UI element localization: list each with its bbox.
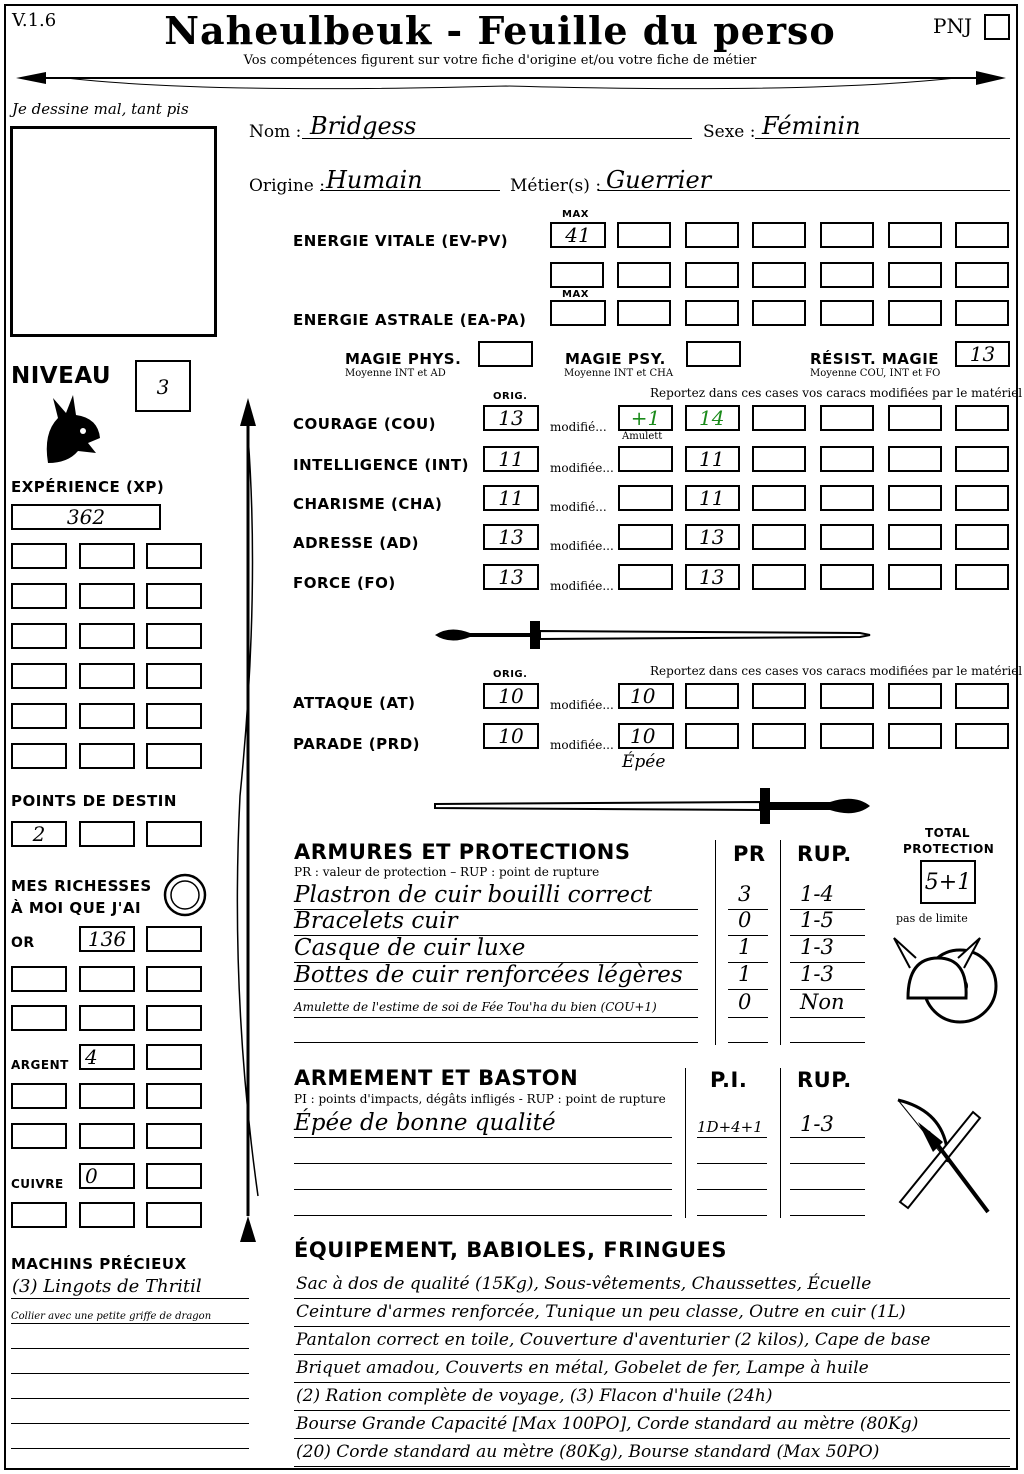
niveau-label: NIVEAU <box>11 363 112 389</box>
combat-note: Reportez dans ces cases vos caracs modifiées par le matériel <box>650 664 1023 678</box>
stat-mod-box-3[interactable] <box>618 485 673 511</box>
weapons-sep-2 <box>780 1068 781 1218</box>
combat-extra-box-2-4[interactable] <box>888 723 942 749</box>
ev-box-row2-4[interactable] <box>752 262 806 288</box>
weapon-rup-line-2 <box>790 1163 865 1164</box>
stat-mod-box-2[interactable] <box>618 446 673 472</box>
armor-rup-3[interactable]: 1-3 <box>800 935 834 959</box>
armor-rup-2[interactable]: 1-5 <box>800 908 834 932</box>
armor-item-3[interactable]: Casque de cuir luxe <box>294 935 526 961</box>
armor-rup-header: RUP. <box>797 842 852 866</box>
stat-mod-box-5[interactable] <box>618 564 673 590</box>
attaque-final-box[interactable]: 10 <box>618 683 674 709</box>
armor-pr-3[interactable]: 1 <box>738 935 752 959</box>
combat-extra-box-1-3[interactable] <box>820 683 874 709</box>
ea-box-3[interactable] <box>752 300 806 326</box>
stat-modif-label-1: modifié... <box>550 420 607 434</box>
ev-box-5[interactable] <box>888 222 942 248</box>
wealth-box-8-1[interactable] <box>11 1202 67 1228</box>
equipment-line-6 <box>294 1438 1010 1439</box>
precious-line-5 <box>11 1398 249 1399</box>
total-protection-box[interactable]: 5+1 <box>920 860 976 904</box>
precious-line-7 <box>11 1448 249 1449</box>
resist-magie-label: RÉSIST. MAGIE <box>810 350 940 368</box>
richesses-label-2: À MOI QUE J'AI <box>11 899 142 917</box>
crossed-weapons-icon <box>888 1092 998 1216</box>
combat-extra-box-2-3[interactable] <box>820 723 874 749</box>
stat-modif-label-4: modifiée... <box>550 539 614 553</box>
stat-mod-box-1[interactable]: +1 <box>618 405 673 431</box>
precious-line-6 <box>11 1423 249 1424</box>
argent-label: ARGENT <box>11 1058 69 1072</box>
parade-modif-label: modifiée... <box>550 738 614 752</box>
machins-precieux-label: MACHINS PRÉCIEUX <box>11 1255 187 1273</box>
xp-box-2-3[interactable] <box>146 583 202 609</box>
stat-modif-label-3: modifié... <box>550 500 607 514</box>
total-protection-label-1: TOTAL <box>925 826 971 840</box>
precious-line-2 <box>11 1323 249 1324</box>
armor-pr-header: PR <box>733 842 766 866</box>
stat-orig-box-2[interactable]: 11 <box>483 446 539 472</box>
ev-box-1[interactable] <box>617 222 671 248</box>
weapon-line-1 <box>294 1137 672 1138</box>
wealth-box-2-2[interactable] <box>79 966 135 992</box>
metier-line <box>598 190 1010 191</box>
equipment-line-1 <box>294 1298 1010 1299</box>
armor-sep-1 <box>715 840 716 1045</box>
equipment-line-4 <box>294 1382 1010 1383</box>
version-label: V.1.6 <box>12 10 57 31</box>
xp-box-4-2[interactable] <box>79 663 135 689</box>
ea-box-1[interactable] <box>617 300 671 326</box>
parade-final-box[interactable]: 10 <box>618 723 674 749</box>
parade-orig-box[interactable]: 10 <box>483 723 539 749</box>
armor-pr-line-6 <box>728 1042 768 1043</box>
stat-extra-box-4-4[interactable] <box>955 524 1009 550</box>
attaque-modif-label: modifiée... <box>550 698 614 712</box>
xp-box-4-1[interactable] <box>11 663 67 689</box>
destin-label: POINTS DE DESTIN <box>11 792 177 810</box>
sexe-value[interactable]: Féminin <box>762 112 861 140</box>
stat-extra-box-3-2[interactable] <box>820 485 874 511</box>
precious-line-1 <box>11 1298 249 1299</box>
equipement-title: ÉQUIPEMENT, BABIOLES, FRINGUES <box>294 1238 727 1262</box>
nom-line <box>302 138 692 139</box>
xp-box-4-3[interactable] <box>146 663 202 689</box>
combat-extra-box-2-2[interactable] <box>752 723 806 749</box>
helmet-shield-icon <box>888 928 1000 1036</box>
magie-psy-note: Moyenne INT et CHA <box>564 368 674 379</box>
wealth-box-6-3[interactable] <box>146 1123 202 1149</box>
destin-box-3[interactable] <box>146 821 202 847</box>
wealth-box-2-1[interactable] <box>11 966 67 992</box>
equipment-line-text-2[interactable]: Ceinture d'armes renforcée, Tunique un peu classe, Outre en cuir (1L) <box>296 1302 906 1322</box>
equipment-line-text-1[interactable]: Sac à dos de qualité (15Kg), Sous-vêtements, Chaussettes, Écuelle <box>296 1274 872 1294</box>
magie-phys-box[interactable] <box>478 341 533 367</box>
equipment-line-text-5[interactable]: (2) Ration complète de voyage, (3) Flacon d'huile (24h) <box>296 1386 773 1406</box>
stat-final-box-2[interactable]: 11 <box>685 446 740 472</box>
stat-extra-box-2-1[interactable] <box>752 446 806 472</box>
precious-line-3 <box>11 1348 249 1349</box>
ea-box-5[interactable] <box>888 300 942 326</box>
ev-box-6[interactable] <box>955 222 1009 248</box>
weapon-note: Épée <box>622 752 666 772</box>
equipment-line-text-6[interactable]: Bourse Grande Capacité [Max 100PO], Corde standard au mètre (80Kg) <box>296 1414 919 1434</box>
destin-box-1[interactable]: 2 <box>11 821 67 847</box>
sword-icon <box>430 613 875 657</box>
armor-line-5 <box>294 1017 698 1018</box>
dragon-icon <box>38 393 104 465</box>
wealth-box-1-1[interactable] <box>146 926 202 952</box>
equipment-line-2 <box>294 1326 1010 1327</box>
sexe-line <box>755 138 1010 139</box>
armor-pr-2[interactable]: 0 <box>738 908 752 932</box>
resist-magie-box[interactable]: 13 <box>955 341 1010 367</box>
stat-orig-box-1[interactable]: 13 <box>483 405 539 431</box>
ev-box-4[interactable] <box>820 222 874 248</box>
weapon-rup-line-3 <box>790 1189 865 1190</box>
weapon-pi-line-1 <box>697 1137 767 1138</box>
weapons-rup-header: RUP. <box>797 1068 852 1092</box>
xp-box-1-2[interactable] <box>79 543 135 569</box>
weapon-item-1[interactable]: Épée de bonne qualité <box>294 1110 556 1136</box>
armor-pr-1[interactable]: 3 <box>738 882 752 906</box>
armor-item-5[interactable]: Amulette de l'estime de soi de Fée Tou'ha du bien (COU+1) <box>294 1000 657 1014</box>
argent-box[interactable]: 4 <box>79 1044 135 1070</box>
wealth-box-4-1[interactable] <box>146 1044 202 1070</box>
stat-extra-box-4-3[interactable] <box>888 524 942 550</box>
sexe-label: Sexe : <box>703 122 756 142</box>
ev-box-3[interactable] <box>752 222 806 248</box>
stat-extra-box-2-4[interactable] <box>955 446 1009 472</box>
stat-extra-box-1-4[interactable] <box>955 405 1009 431</box>
equipment-line-text-4[interactable]: Briquet amadou, Couverts en métal, Gobelet de fer, Lampe à huile <box>296 1358 869 1378</box>
stat-mod-box-4[interactable] <box>618 524 673 550</box>
stat-extra-box-5-2[interactable] <box>820 564 874 590</box>
weapon-line-2 <box>294 1163 672 1164</box>
stat-extra-box-5-1[interactable] <box>752 564 806 590</box>
equipment-line-7 <box>294 1466 1010 1467</box>
stat-modif-label-5: modifiée... <box>550 579 614 593</box>
parade-label: PARADE (PRD) <box>293 735 421 753</box>
wealth-box-5-1[interactable] <box>11 1083 67 1109</box>
stat-orig-box-4[interactable]: 13 <box>483 524 539 550</box>
armor-item-2[interactable]: Bracelets cuir <box>294 908 458 934</box>
wealth-box-5-2[interactable] <box>79 1083 135 1109</box>
armor-pr-line-5 <box>728 1017 768 1018</box>
pnj-checkbox[interactable] <box>984 14 1010 40</box>
armor-pr-4[interactable]: 1 <box>738 962 752 986</box>
cou-mod-note: Amulett <box>622 431 663 442</box>
stat-final-box-5[interactable]: 13 <box>685 564 740 590</box>
xp-box-6-2[interactable] <box>79 743 135 769</box>
stat-extra-box-3-3[interactable] <box>888 485 942 511</box>
armor-rup-5[interactable]: Non <box>800 990 845 1014</box>
destin-box-2[interactable] <box>79 821 135 847</box>
ea-label: ENERGIE ASTRALE (EA-PA) <box>293 311 527 329</box>
armor-item-1[interactable]: Plastron de cuir bouilli correct <box>294 882 653 908</box>
combat-extra-box-2-5[interactable] <box>955 723 1009 749</box>
xp-box-2-2[interactable] <box>79 583 135 609</box>
stat-final-box-4[interactable]: 13 <box>685 524 740 550</box>
weapon-pi-line-2 <box>697 1163 767 1164</box>
combat-orig-label: ORIG. <box>493 669 528 680</box>
wealth-box-6-2[interactable] <box>79 1123 135 1149</box>
xp-box-3-1[interactable] <box>11 623 67 649</box>
armor-rup-line-6 <box>790 1042 865 1043</box>
weapon-line-3 <box>294 1189 672 1190</box>
xp-box[interactable]: 362 <box>11 504 161 530</box>
armor-pr-5[interactable]: 0 <box>738 990 752 1014</box>
armement-title: ARMEMENT ET BASTON <box>294 1066 579 1090</box>
weapons-sep-1 <box>685 1068 686 1218</box>
origine-line <box>320 190 500 191</box>
nom-label: Nom : <box>249 122 302 142</box>
ev-box-row2-6[interactable] <box>888 262 942 288</box>
page-subtitle: Vos compétences figurent sur votre fiche d'origine et/ou votre fiche de métier <box>243 53 757 68</box>
stat-orig-box-5[interactable]: 13 <box>483 564 539 590</box>
page-title: Naheulbeuk - Feuille du perso <box>164 8 836 53</box>
cuivre-box[interactable]: 0 <box>79 1163 135 1189</box>
wealth-box-3-2[interactable] <box>79 1005 135 1031</box>
metier-value[interactable]: Guerrier <box>606 166 712 194</box>
xp-box-5-3[interactable] <box>146 703 202 729</box>
stat-modif-label-2: modifiée... <box>550 461 614 475</box>
pnj-label: PNJ <box>933 14 972 38</box>
stat-extra-box-4-1[interactable] <box>752 524 806 550</box>
wealth-box-5-3[interactable] <box>146 1083 202 1109</box>
xp-label: EXPÉRIENCE (XP) <box>11 478 165 496</box>
portrait-caption: Je dessine mal, tant pis <box>12 100 189 118</box>
stat-orig-box-3[interactable]: 11 <box>483 485 539 511</box>
niveau-box[interactable]: 3 <box>135 360 191 412</box>
wealth-box-6-1[interactable] <box>11 1123 67 1149</box>
stat-label-4: ADRESSE (AD) <box>293 534 420 552</box>
stats-orig-label: ORIG. <box>493 391 528 402</box>
sword-icon-2 <box>430 782 875 830</box>
ea-box-2[interactable] <box>685 300 739 326</box>
magie-phys-note: Moyenne INT et AD <box>345 368 446 379</box>
total-protection-note: pas de limite <box>896 912 968 925</box>
combat-extra-box-1-1[interactable] <box>685 683 739 709</box>
origine-label: Origine : <box>249 176 325 196</box>
stat-label-3: CHARISME (CHA) <box>293 495 443 513</box>
richesses-label-1: MES RICHESSES <box>11 877 152 895</box>
stat-extra-box-1-1[interactable] <box>752 405 806 431</box>
armures-title: ARMURES ET PROTECTIONS <box>294 840 631 864</box>
total-protection-label-2: PROTECTION <box>903 842 995 856</box>
metier-label: Métier(s) : <box>510 176 602 196</box>
precious-line-4 <box>11 1373 249 1374</box>
xp-box-6-3[interactable] <box>146 743 202 769</box>
xp-box-3-3[interactable] <box>146 623 202 649</box>
xp-box-6-1[interactable] <box>11 743 67 769</box>
ev-box-row2-1[interactable] <box>550 262 604 288</box>
ea-max-box[interactable] <box>550 300 606 326</box>
weapon-pi-1[interactable]: 1D+4+1 <box>697 1118 763 1136</box>
wealth-box-3-1[interactable] <box>11 1005 67 1031</box>
combat-extra-box-1-5[interactable] <box>955 683 1009 709</box>
xp-box-2-1[interactable] <box>11 583 67 609</box>
combat-extra-box-1-4[interactable] <box>888 683 942 709</box>
weapon-rup-line-4 <box>790 1215 865 1216</box>
ea-box-6[interactable] <box>955 300 1009 326</box>
ev-max-box[interactable]: 41 <box>550 222 606 248</box>
origine-value[interactable]: Humain <box>326 166 423 194</box>
wealth-box-8-3[interactable] <box>146 1202 202 1228</box>
ev-box-row2-5[interactable] <box>820 262 874 288</box>
precious-item-1[interactable]: (3) Lingots de Thritil <box>12 1276 202 1297</box>
stats-note: Reportez dans ces cases vos caracs modifiées par le matériel <box>650 386 1023 400</box>
wealth-box-8-2[interactable] <box>79 1202 135 1228</box>
ev-max-label: MAX <box>562 209 589 220</box>
weapon-pi-line-3 <box>697 1189 767 1190</box>
vertical-spear-icon <box>230 396 266 1246</box>
stat-extra-box-5-4[interactable] <box>955 564 1009 590</box>
equipment-line-text-3[interactable]: Pantalon correct en toile, Couverture d'aventurier (2 kilos), Cape de base <box>296 1330 931 1350</box>
portrait-box[interactable] <box>10 126 217 337</box>
stat-label-5: FORCE (FO) <box>293 574 396 592</box>
precious-item-2[interactable]: Collier avec une petite griffe de dragon <box>11 1311 212 1322</box>
equipment-line-5 <box>294 1410 1010 1411</box>
armor-line-6 <box>294 1042 698 1043</box>
ev-box-row2-2[interactable] <box>617 262 671 288</box>
equipment-line-text-7[interactable]: (20) Corde standard au mètre (80Kg), Bourse standard (Max 50PO) <box>296 1442 880 1462</box>
armement-note: PI : points d'impacts, dégâts infligés - RUP : point de rupture <box>294 1092 666 1106</box>
coin-icon <box>162 872 208 918</box>
wealth-box-3-3[interactable] <box>146 1005 202 1031</box>
ev-box-2[interactable] <box>685 222 739 248</box>
stat-extra-box-2-3[interactable] <box>888 446 942 472</box>
or-label: OR <box>11 935 35 951</box>
magie-phys-label: MAGIE PHYS. <box>345 350 462 368</box>
stat-final-box-1[interactable]: 14 <box>685 405 740 431</box>
armures-note: PR : valeur de protection – RUP : point de rupture <box>294 865 600 879</box>
weapons-pi-header: P.I. <box>710 1068 748 1092</box>
ev-box-row2-7[interactable] <box>955 262 1009 288</box>
stat-extra-box-3-4[interactable] <box>955 485 1009 511</box>
stat-extra-box-1-3[interactable] <box>888 405 942 431</box>
attaque-label: ATTAQUE (AT) <box>293 694 416 712</box>
armor-item-4[interactable]: Bottes de cuir renforcées légères <box>294 962 683 988</box>
nom-value[interactable]: Bridgess <box>310 112 417 140</box>
ev-box-row2-3[interactable] <box>685 262 739 288</box>
stat-final-box-3[interactable]: 11 <box>685 485 740 511</box>
stat-extra-box-4-2[interactable] <box>820 524 874 550</box>
equipment-line-3 <box>294 1354 1010 1355</box>
combat-extra-box-2-1[interactable] <box>685 723 739 749</box>
armor-rup-4[interactable]: 1-3 <box>800 962 834 986</box>
xp-box-5-2[interactable] <box>79 703 135 729</box>
xp-box-5-1[interactable] <box>11 703 67 729</box>
ev-label: ENERGIE VITALE (EV-PV) <box>293 232 509 250</box>
stat-label-1: COURAGE (COU) <box>293 415 437 433</box>
weapon-rup-line-1 <box>790 1137 865 1138</box>
xp-box-3-2[interactable] <box>79 623 135 649</box>
xp-box-1-1[interactable] <box>11 543 67 569</box>
stat-extra-box-5-3[interactable] <box>888 564 942 590</box>
cuivre-label: CUIVRE <box>11 1177 64 1191</box>
weapon-rup-1[interactable]: 1-3 <box>800 1112 834 1136</box>
armor-sep-2 <box>780 840 781 1045</box>
ea-max-label: MAX <box>562 289 589 300</box>
wealth-box-2-3[interactable] <box>146 966 202 992</box>
stat-extra-box-1-2[interactable] <box>820 405 874 431</box>
xp-box-1-3[interactable] <box>146 543 202 569</box>
armor-line-4 <box>294 989 698 990</box>
stat-label-2: INTELLIGENCE (INT) <box>293 456 469 474</box>
armor-rup-line-5 <box>790 1017 865 1018</box>
spear-divider-icon <box>6 66 1016 96</box>
wealth-box-7-1[interactable] <box>146 1163 202 1189</box>
armor-rup-1[interactable]: 1-4 <box>800 882 834 906</box>
weapon-pi-line-4 <box>697 1215 767 1216</box>
stat-extra-box-2-2[interactable] <box>820 446 874 472</box>
resist-magie-note: Moyenne COU, INT et FO <box>810 368 941 379</box>
stat-extra-box-3-1[interactable] <box>752 485 806 511</box>
magie-psy-label: MAGIE PSY. <box>565 350 666 368</box>
weapon-line-4 <box>294 1215 672 1216</box>
combat-extra-box-1-2[interactable] <box>752 683 806 709</box>
or-box[interactable]: 136 <box>79 926 135 952</box>
magie-psy-box[interactable] <box>686 341 741 367</box>
attaque-orig-box[interactable]: 10 <box>483 683 539 709</box>
ea-box-4[interactable] <box>820 300 874 326</box>
